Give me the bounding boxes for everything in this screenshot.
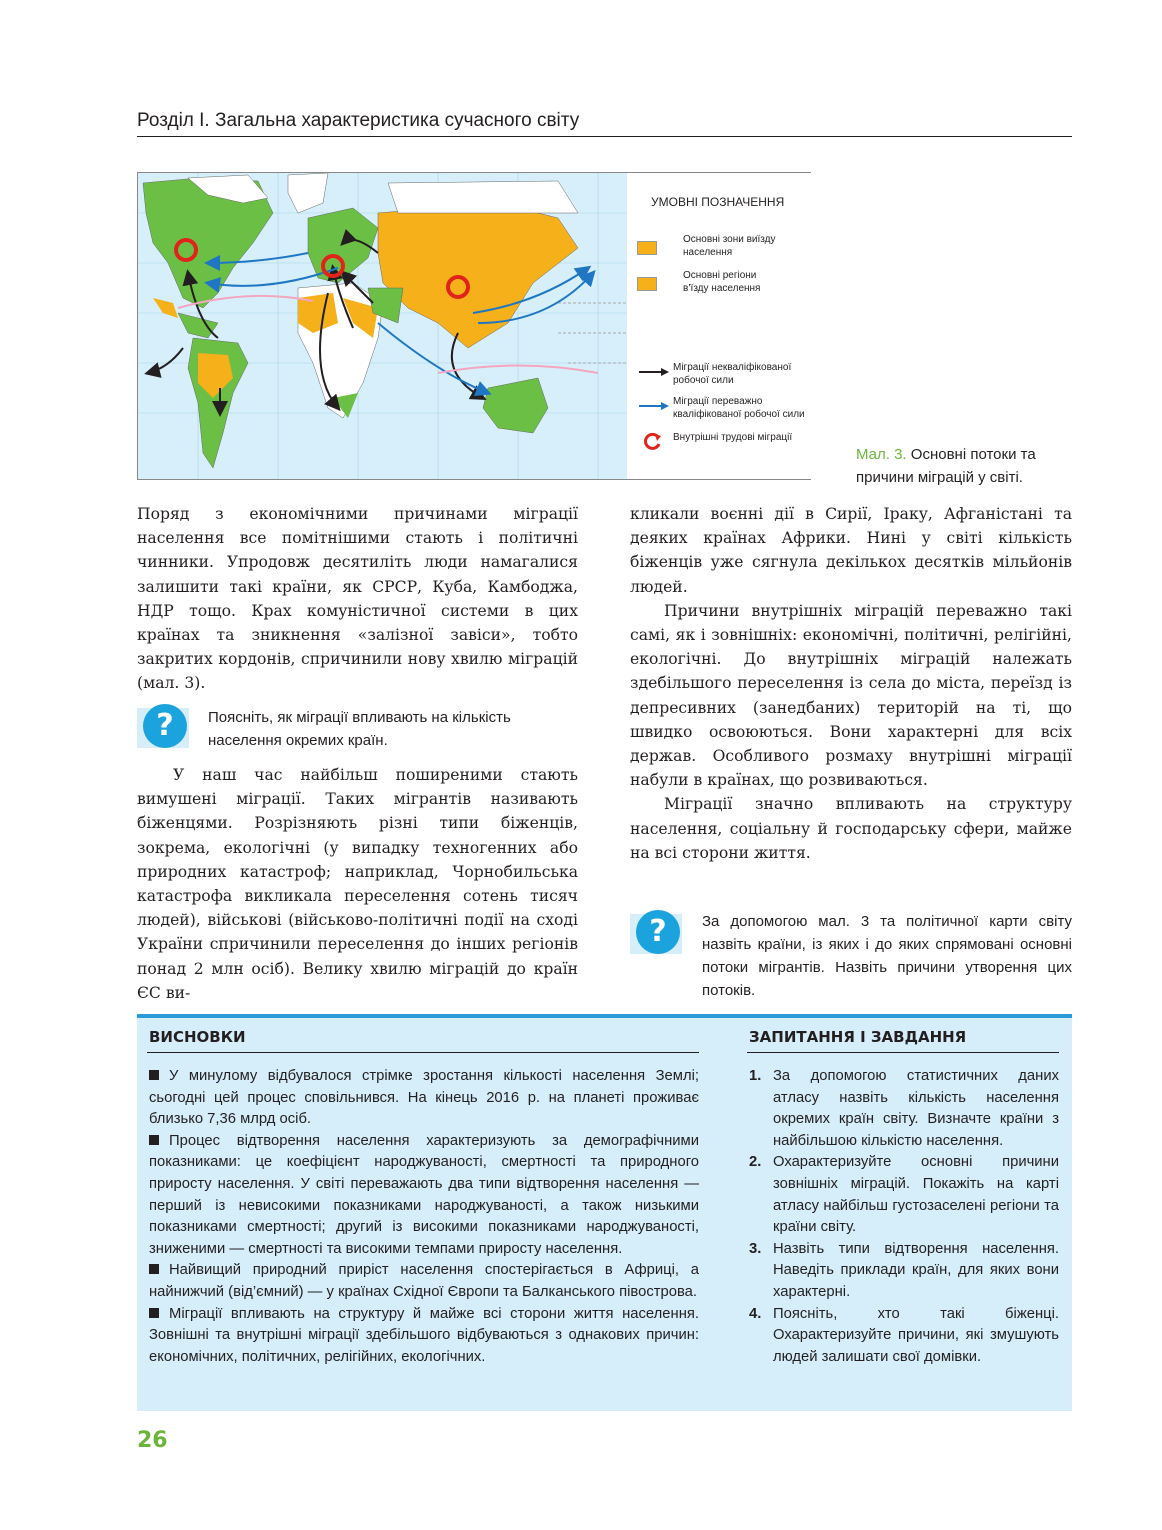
square-bullet-icon <box>149 1135 159 1145</box>
legend-label: Основні зони виїзду населення <box>683 234 776 258</box>
question-number: 3. <box>749 1240 762 1257</box>
question-item <box>749 1066 1059 1152</box>
question-text: Поясніть, як міграції впливають на кількість населення окремих країн. <box>208 709 511 749</box>
conclusion-text: У минулому відбувалося стрімке зростання кількості населення Землі; сьогодні цей процес сповільнився. На кінець 2016 р. на планеті проживає близько 7,36 млрд осіб. <box>149 1068 699 1128</box>
square-bullet-icon <box>149 1264 159 1274</box>
square-bullet-icon <box>149 1070 159 1080</box>
header-divider <box>137 136 1072 137</box>
square-bullet-icon <box>149 1308 159 1318</box>
question-box <box>630 910 1072 1002</box>
question-badge <box>630 914 682 954</box>
question-number: 1. <box>749 1068 762 1084</box>
immigration-swatch <box>637 277 657 291</box>
question-box <box>137 706 578 756</box>
legend-label: Міграції некваліфікованої робочої сили <box>673 362 792 386</box>
paragraph: Поряд з економічними причинами міграції населення все помітнішими стають і політичні чинники. Упродовж десятиліть люди намагалися залишити такі країни, як СРСР, Куба, Камбоджа, НДР тощо. Крах комуністичної системи в цих країнах та зникнення «залізної завіси», тобто закритих кордонів, спричинили нову хвилю міграцій (мал. 3). <box>137 505 578 693</box>
legend-title: УМОВНІ ПОЗНАЧЕННЯ <box>651 195 785 209</box>
circular-arrow-icon <box>641 431 663 451</box>
question-item-text: За допомогою статистичних даних атласу назвіть кількість населення окремих країн світу. Визначте країни з найбільшою кількістю населення. <box>773 1068 1059 1149</box>
question-mark-icon: ? <box>636 910 680 954</box>
conclusions-list <box>149 1066 699 1368</box>
legend-label: Внутрішні трудові міграції <box>673 432 793 443</box>
question-item-text: Охарактеризуйте основні причини зовнішніх міграцій. Покажіть на карті атласу найбільш густозаселені регіони та країни світу. <box>773 1154 1059 1236</box>
world-migration-map <box>137 172 629 480</box>
conclusion-item <box>149 1066 699 1131</box>
emigration-swatch <box>637 241 657 255</box>
page-number: 26 <box>137 1428 168 1453</box>
question-number: 4. <box>749 1305 762 1322</box>
paragraph: Причини внутрішніх міграцій переважно такі самі, як і зовнішніх: економічні, політичні, релігійні, екологічні. До внутрішніх міграцій належать здебільшого переселення із села до міста, переїзд із депресивних (занедбаних) територій на ті, що швидко освоюються. Вони характерні для всіх держав. Особливого розмаху внутрішні міграції набули в країнах, що розвиваються. <box>630 601 1072 790</box>
conclusions-heading: ВИСНОВКИ <box>149 1028 246 1046</box>
question-badge <box>137 708 189 748</box>
conclusion-text: Найвищий природний приріст населення спостерігається в Африці, а найнижчий (від’ємний) — у країнах Східної Європи та Балканського півострова. <box>149 1262 699 1300</box>
summary-panel <box>137 1014 1072 1411</box>
section-header: Розділ І. Загальна характеристика сучасного світу <box>137 110 580 131</box>
figure-label: Мал. 3. <box>856 446 907 463</box>
question-item <box>749 1239 1059 1304</box>
right-column <box>630 502 1072 865</box>
questions-list <box>749 1066 1059 1368</box>
map-graphic <box>138 173 628 479</box>
question-item <box>749 1304 1059 1369</box>
paragraph: У наш час найбільш поширеними стають вимушені міграції. Таких мігрантів називають біженцями. Розрізняють різні типи біженців, зокрема, екологічні (у випадку техногенних або природних катастроф; наприклад, Чорнобильська катастрофа викликала переселення сотень тисяч людей), військові (військово-політичні події на сході України спричинили переселення до інших регіонів понад 2 млн осіб). Велику хвилю міграцій до країн ЄС ви- <box>137 766 578 1002</box>
conclusion-text: Процес відтворення населення характеризують за демографічними показниками: це коефіцієнт народжуваності, смертності та природного приросту населення. У світі переважають два типи відтворення населення — перший із невисокими показниками народжуваності, а також низькими показниками смертності; другий із високими показниками народжуваності, зниженими — смертності та високими темпами приросту населення. <box>149 1132 699 1257</box>
figure-caption-text: Основні потоки та причини міграцій у світі. <box>856 446 1036 486</box>
paragraph: кликали воєнні дії в Сирії, Іраку, Афганістані та деяких країнах Африки. Нині у світі кількість біженців уже сягнула декількох десятків мільйонів людей. <box>630 505 1072 596</box>
black-arrow-icon <box>637 367 671 377</box>
blue-arrow-icon <box>637 401 671 411</box>
left-column <box>137 502 578 696</box>
left-column-continued <box>137 763 578 1005</box>
paragraph: Міграції значно впливають на структуру населення, соціальну й господарську сфери, майже на всі сторони життя. <box>630 795 1072 862</box>
legend-label: Міграції переважно кваліфікованої робочої сили <box>673 396 805 420</box>
legend-label: Основні регіони в’їзду населення <box>683 270 761 294</box>
questions-heading: ЗАПИТАННЯ І ЗАВДАННЯ <box>749 1028 967 1046</box>
conclusion-item <box>149 1131 699 1261</box>
question-item-text: Поясніть, хто такі біженці. Охарактеризуйте причини, які змушують людей залишати свої домівки. <box>773 1305 1059 1365</box>
figure-caption <box>856 443 1072 489</box>
conclusion-item <box>149 1304 699 1369</box>
question-text: За допомогою мал. 3 та політичної карти світу назвіть країни, із яких і до яких спрямовані основні потоки мігрантів. Назвіть причини утворення цих потоків. <box>702 913 1072 999</box>
conclusion-item <box>149 1260 699 1303</box>
heading-rule <box>747 1052 1059 1053</box>
map-legend <box>627 172 811 480</box>
question-mark-icon: ? <box>143 704 187 748</box>
question-item <box>749 1152 1059 1238</box>
heading-rule <box>147 1052 699 1053</box>
question-item-text: Назвіть типи відтворення населення. Наведіть приклади країн, для яких вони характерні. <box>773 1240 1059 1300</box>
question-number: 2. <box>749 1154 762 1171</box>
conclusion-text: Міграції впливають на структуру й майже всі сторони життя населення. Зовнішні та внутрішні міграції здебільшого відбуваються з однакових причин: економічних, політичних, релігійних, екологічних. <box>149 1305 699 1365</box>
